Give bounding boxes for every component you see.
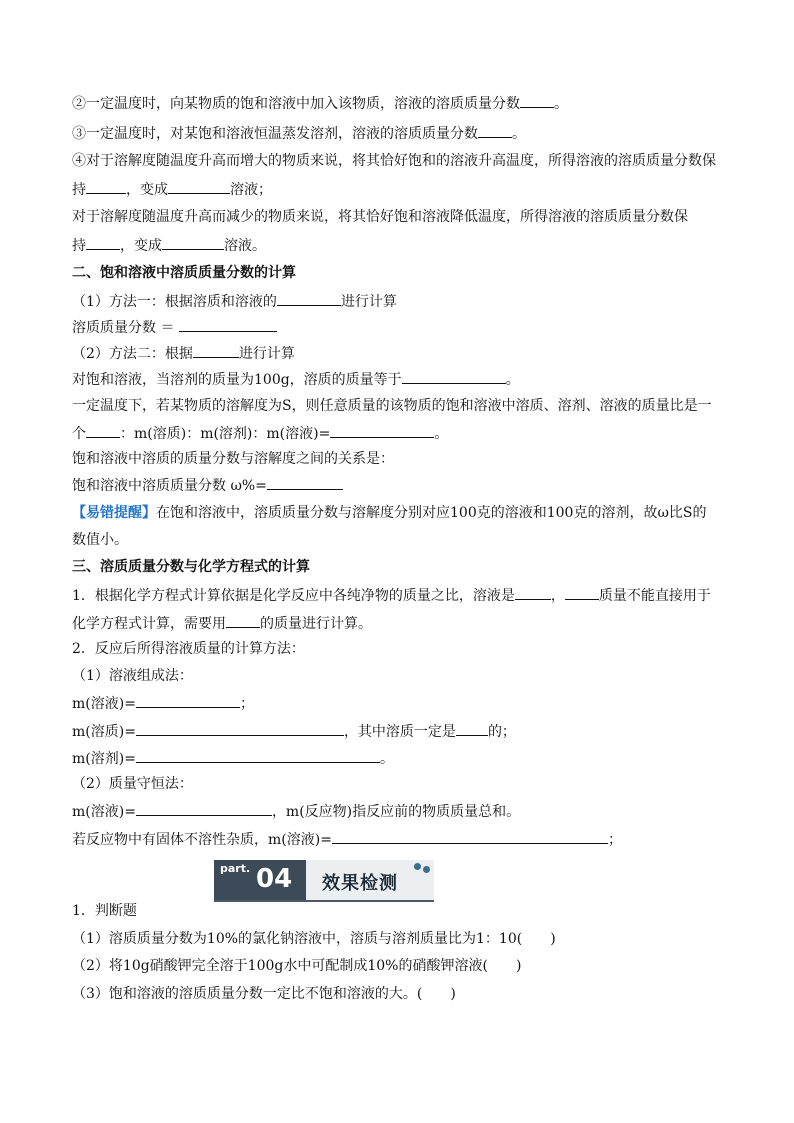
blank xyxy=(162,235,224,250)
text-line: m(溶剂)= 。 xyxy=(72,748,394,769)
text-line: 一定温度下，若某物质的溶解度为S，则任意质量的该物质的饱和溶液中溶质、溶剂、溶液的质量比是一 xyxy=(72,398,712,414)
text-line: ③一定温度时，对某饱和溶液恒温蒸发溶剂，溶液的溶质质量分数 。 xyxy=(72,123,526,144)
blank xyxy=(456,721,488,736)
question-item: （2）将10g硝酸钾完全溶于100g水中可配制成10%的硝酸钾溶液( ) xyxy=(72,958,522,974)
blank xyxy=(193,343,239,358)
text-line: 饱和溶液中溶质的质量分数与溶解度之间的关系是： xyxy=(72,451,394,467)
text-line: （2）质量守恒法： xyxy=(72,776,193,792)
blank xyxy=(267,475,343,490)
blank xyxy=(86,179,126,194)
blank xyxy=(330,423,434,438)
blank xyxy=(520,93,554,108)
blank xyxy=(136,721,344,736)
text-line: 个 ：m(溶质)：m(溶剂)：m(溶液)= 。 xyxy=(72,423,448,444)
text-line: （1）方法一：根据溶质和溶液的 进行计算 xyxy=(72,291,397,312)
text-line: （2）方法二：根据 进行计算 xyxy=(72,343,295,364)
blank xyxy=(86,423,120,438)
text-line: 对饱和溶液，当溶剂的质量为100g，溶质的质量等于 。 xyxy=(72,369,520,390)
question-heading: 1．判断题 xyxy=(72,903,137,919)
blank xyxy=(168,179,230,194)
blank xyxy=(136,748,380,763)
banner-part-label: part. xyxy=(220,862,251,875)
tip-label: 【易错提醒】 xyxy=(72,505,156,521)
blank xyxy=(277,291,341,306)
droplet-icon xyxy=(423,866,430,873)
part-banner xyxy=(214,860,434,900)
section-heading: 三、溶质质量分数与化学方程式的计算 xyxy=(72,559,310,575)
text-line: 溶质质量分数 ＝ xyxy=(72,317,277,338)
blank xyxy=(226,613,260,628)
text-line: 数值小。 xyxy=(72,532,128,548)
droplet-icon xyxy=(414,863,421,870)
text-line: ②一定温度时，向某物质的饱和溶液中加入该物质，溶液的溶质质量分数 。 xyxy=(72,93,568,114)
blank xyxy=(402,369,506,384)
blank xyxy=(332,829,608,844)
blank xyxy=(136,801,272,816)
banner-title: 效果检测 xyxy=(322,873,398,894)
section-heading: 二、饱和溶液中溶质质量分数的计算 xyxy=(72,265,296,281)
text-line: m(溶液)= ，m(反应物)指反应前的物质质量总和。 xyxy=(72,801,520,822)
blank xyxy=(478,123,512,138)
question-item: （1）溶质质量分数为10%的氯化钠溶液中，溶质与溶剂质量比为1：10( ) xyxy=(72,931,556,947)
tip-line: 【易错提醒】在饱和溶液中，溶质质量分数与溶解度分别对应100克的溶液和100克的溶剂，故ω比S的 xyxy=(72,505,707,521)
text-line: 2．反应后所得溶液质量的计算方法： xyxy=(72,641,305,657)
text-line: m(溶液)= ； xyxy=(72,693,254,714)
text-line: 持 ，变成 溶液。 xyxy=(72,235,266,256)
text-line: m(溶质)= ，其中溶质一定是 的； xyxy=(72,721,516,742)
blank xyxy=(179,317,277,332)
text-line: 化学方程式计算，需要用 的质量进行计算。 xyxy=(72,613,372,634)
blank xyxy=(565,585,599,600)
blank xyxy=(515,585,551,600)
blank xyxy=(136,693,240,708)
question-item: （3）饱和溶液的溶质质量分数一定比不饱和溶液的大。( ) xyxy=(72,986,456,1002)
text-line: 若反应物中有固体不溶性杂质，m(溶液)= ； xyxy=(72,829,622,850)
blank xyxy=(86,235,120,250)
text-line: 饱和溶液中溶质质量分数 ω%= xyxy=(72,475,343,496)
text-line: 对于溶解度随温度升高而减少的物质来说，将其恰好饱和溶液降低温度，所得溶液的溶质质量分数保 xyxy=(72,209,688,225)
text-line: （1）溶液组成法： xyxy=(72,668,193,684)
text-line: 持 ，变成 溶液； xyxy=(72,179,272,200)
text-line: 1．根据化学方程式计算依据是化学反应中各纯净物的质量之比，溶液是 ， 质量不能直接用于 xyxy=(72,585,711,606)
banner-number: 04 xyxy=(256,864,293,894)
text-line: ④对于溶解度随温度升高而增大的物质来说，将其恰好饱和的溶液升高温度，所得溶液的溶质质量分数保 xyxy=(72,153,716,169)
